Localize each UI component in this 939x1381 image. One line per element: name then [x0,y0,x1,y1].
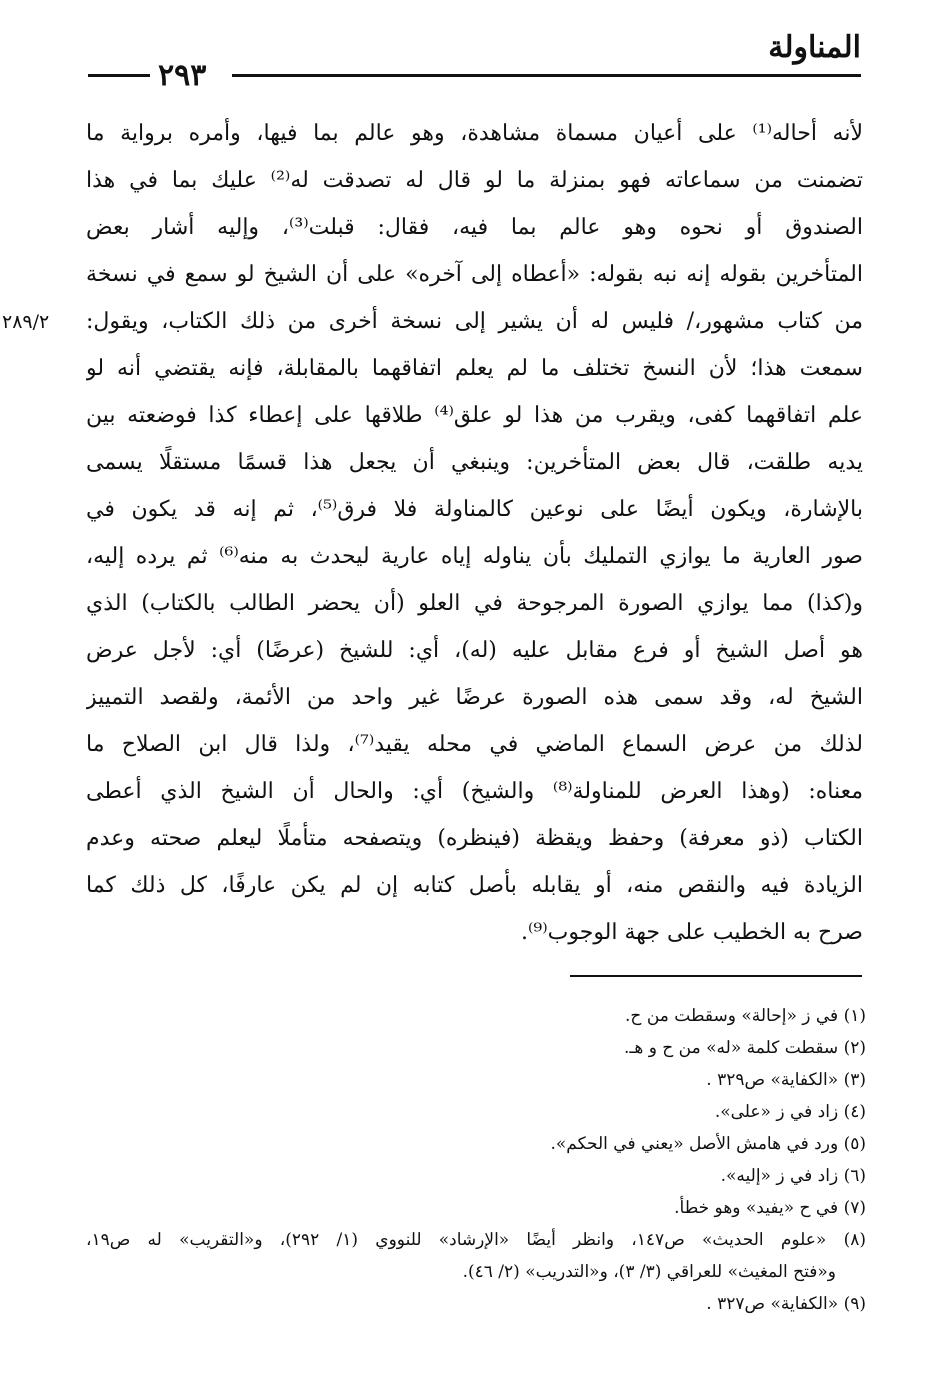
body-line: الكتاب (ذو معرفة) وحفظ ويقظة (فينظره) ويتصفحه متأملًا ليعلم صحته وعدم [86,826,863,851]
body-line: لأنه أحاله⁽¹⁾ على أعيان مسماة مشاهدة، وهو عالم بما فيها، وأمره برواية ما [86,121,863,146]
footnote: (٩) «الكفاية» ص٣٢٧ . [706,1294,866,1314]
body-line: هو أصل الشيخ أو فرع مقابل عليه (له)، أي: للشيخ (عرضًا) أي: لأجل عرض [86,638,863,663]
footnote: (٥) ورد في هامش الأصل «يعني في الحكم». [550,1134,866,1154]
body-line: الصندوق أو نحوه وهو عالم بما فيه، فقال: قبلت⁽³⁾، وإليه أشار بعض [86,215,863,240]
body-line: و(كذا) مما يوازي الصورة المرجوحة في العلو (أن يحضر الطالب بالكتاب) الذي [86,591,863,616]
header-rule-right [232,74,861,77]
body-line: صرح به الخطيب على جهة الوجوب⁽⁹⁾. [521,920,863,945]
footnote: (٤) زاد في ز «على». [714,1102,866,1122]
body-line: الشيخ له، وقد سمى هذه الصورة عرضًا غير واحد من الأئمة، ولقصد التمييز [86,685,863,710]
page-number: ٢٩٣ [158,58,207,93]
footnote-separator [570,975,862,977]
body-line: معناه: (وهذا العرض للمناولة⁽⁸⁾ والشيخ) أي: والحال أن الشيخ الذي أعطى [86,779,863,804]
body-line: صور العارية ما يوازي التمليك بأن يناوله إياه عارية ليحدث به منه⁽⁶⁾ ثم يرده إليه، [86,544,863,569]
footnotes [86,1000,866,1320]
footnote: (٨) «علوم الحديث» ص١٤٧، وانظر أيضًا «الإرشاد» للنووي (١/ ٢٩٢)، و«التقريب» له ص١٩، [86,1230,866,1250]
margin-page-reference: ٢٨٩/٢ [2,311,50,333]
body-line: المتأخرين بقوله إنه نبه بقوله: «أعطاه إلى آخره» على أن الشيخ لو سمع في نسخة [86,262,863,287]
body-line: بالإشارة، ويكون أيضًا على نوعين كالمناولة فلا فرق⁽⁵⁾، ثم إنه قد يكون في [86,497,863,522]
header-rule-left [88,74,150,77]
body-line: الزيادة فيه والنقص منه، أو يقابله بأصل كتابه إن لم يكن عارفًا، كل ذلك كما [86,873,863,898]
footnote-continuation: و«فتح المغيث» للعراقي (٣/ ٣)، و«التدريب» (٢/ ٤٦). [462,1262,836,1282]
footnote: (٣) «الكفاية» ص٣٢٩ . [706,1070,866,1090]
body-line: من كتاب مشهور،/ فليس له أن يشير إلى نسخة أخرى من ذلك الكتاب، ويقول: [86,309,863,334]
body-line: علم اتفاقهما كفى، ويقرب من هذا لو علق⁽⁴⁾ طلاقها على إعطاء كذا فوضعته بين [86,403,863,428]
body-text [86,110,863,956]
footnote: (٢) سقطت كلمة «له» من ح و هـ. [623,1038,866,1058]
footnote: (١) في ز «إحالة» وسقطت من ح. [625,1006,866,1026]
body-line: تضمنت من سماعاته فهو بمنزلة ما لو قال له تصدقت له⁽²⁾ عليك بما في هذا [86,168,863,193]
footnote: (٦) زاد في ز «إليه». [720,1166,866,1186]
body-line: سمعت هذا؛ لأن النسخ تختلف ما لم يعلم اتفاقهما بالمقابلة، فإنه يقتضي أنه لو [86,356,863,381]
body-line: لذلك من عرض السماع الماضي في محله يقيد⁽⁷⁾، ولذا قال ابن الصلاح ما [86,732,863,757]
footnote: (٧) في ح «يفيد» وهو خطأ. [674,1198,866,1218]
body-line: يديه طلقت، قال بعض المتأخرين: وينبغي أن يجعل هذا قسمًا مستقلًا يسمى [86,450,863,475]
running-title: المناولة [768,30,861,65]
